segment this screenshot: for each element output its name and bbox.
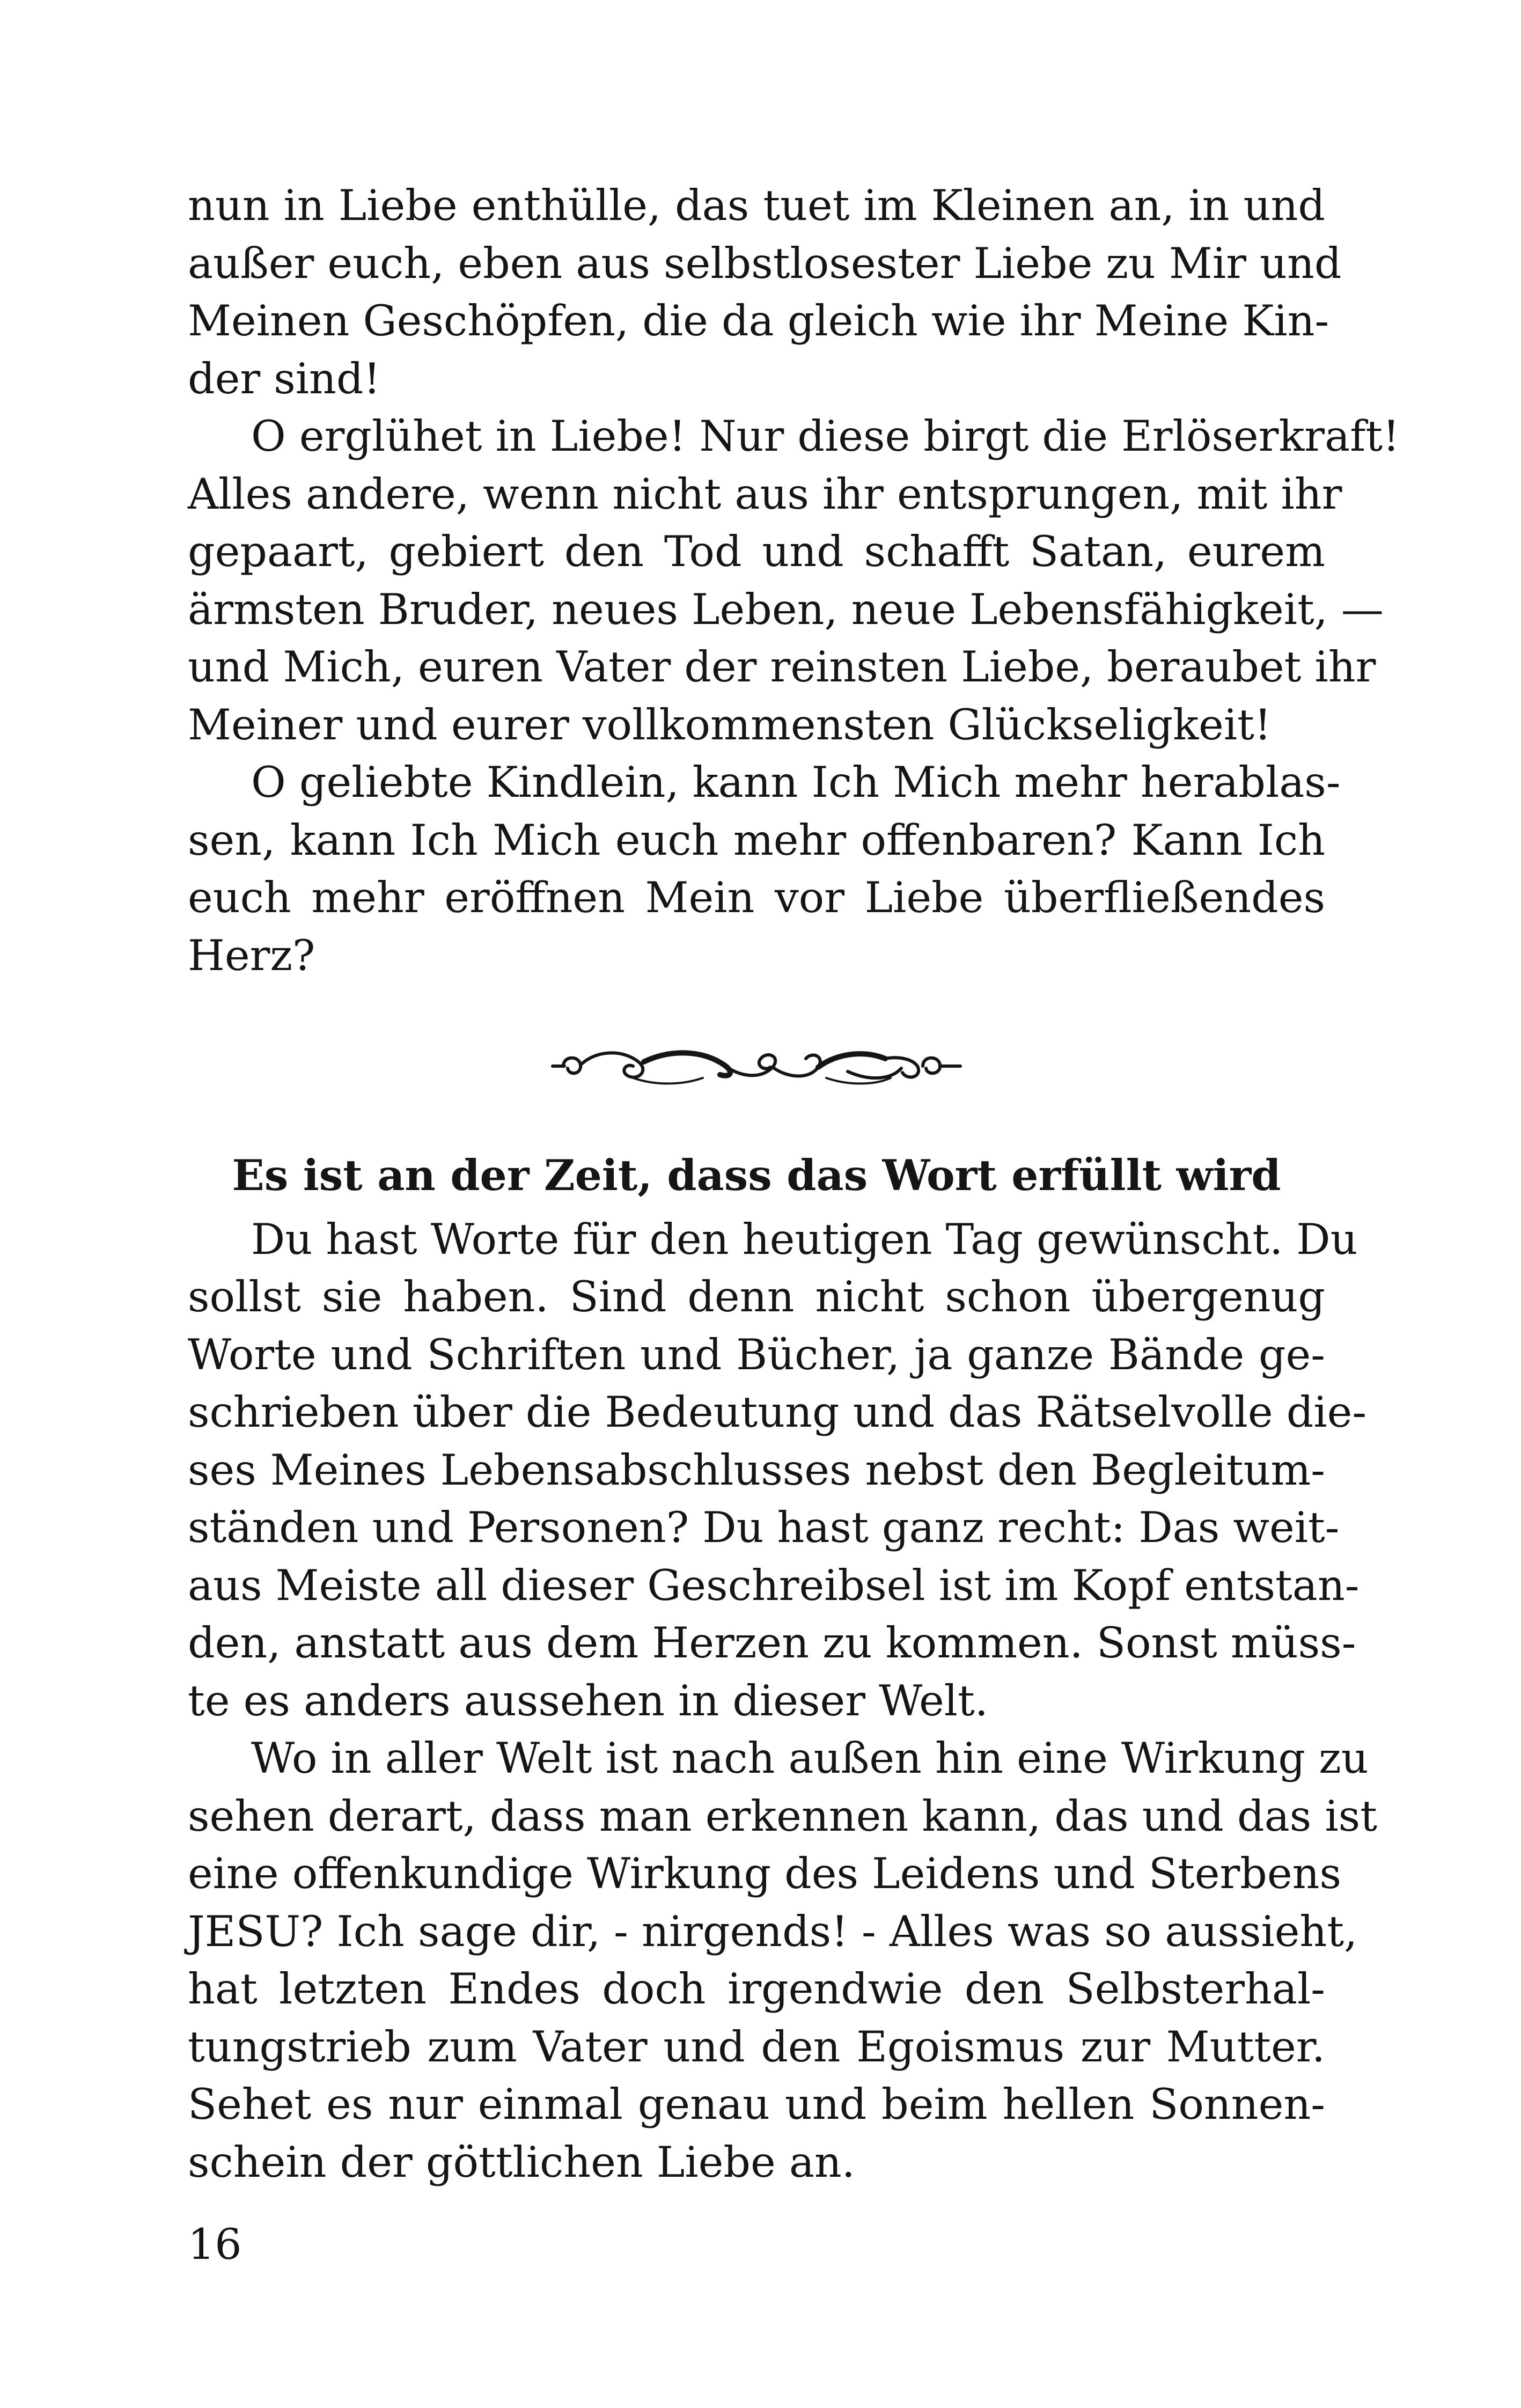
text-line: schein der göttlichen Liebe an. xyxy=(188,2137,855,2187)
text-line: Meiner und eurer vollkommensten Glückseligkeit! xyxy=(188,700,1272,750)
text-line: gepaart, gebiert den Tod und schafft Satan, eurem xyxy=(188,527,1325,576)
text-line: ständen und Personen? Du hast ganz recht: Das weit- xyxy=(188,1503,1340,1552)
text-line: und Mich, euren Vater der reinsten Liebe, beraubet ihr xyxy=(188,642,1376,692)
text-line: der sind! xyxy=(188,354,381,403)
text-line: den, anstatt aus dem Herzen zu kommen. Sonst müss- xyxy=(188,1618,1356,1668)
text-line: tungstrieb zum Vater und den Egoismus zur Mutter. xyxy=(188,2022,1325,2072)
paragraph-1 xyxy=(188,177,1342,408)
flourish-ornament-icon xyxy=(547,1034,966,1098)
text-line: ärmsten Bruder, neues Leben, neue Lebensfähigkeit, — xyxy=(188,584,1384,634)
text-line: nun in Liebe enthülle, das tuet im Kleinen an, in und xyxy=(188,181,1325,230)
section-heading: Es ist an der Zeit, dass das Wort erfüllt wird xyxy=(232,1150,1281,1200)
section-1 xyxy=(188,177,1400,985)
paragraph-5 xyxy=(188,1730,1377,2191)
page-number: 16 xyxy=(188,2220,242,2269)
text-line: hat letzten Endes doch irgendwie den Selbsterhal- xyxy=(188,1964,1325,2014)
page-content xyxy=(188,177,1400,2191)
text-line: außer euch, eben aus selbstlosester Liebe zu Mir und xyxy=(188,238,1342,288)
paragraph-4 xyxy=(188,1211,1367,1730)
text-line: Meinen Geschöpfen, die da gleich wie ihr Meine Kin- xyxy=(188,296,1329,346)
text-line: O erglühet in Liebe! Nur diese birgt die Erlöserkraft! xyxy=(251,412,1400,461)
text-line: Worte und Schriften und Bücher, ja ganze Bände ge- xyxy=(188,1330,1325,1379)
section-2 xyxy=(188,1147,1377,2191)
text-line: sehen derart, dass man erkennen kann, das und das ist xyxy=(188,1791,1377,1841)
text-line: Du hast Worte für den heutigen Tag gewünscht. Du xyxy=(251,1214,1358,1264)
text-line: Sehet es nur einmal genau und beim hellen Sonnen- xyxy=(188,2080,1325,2129)
ornament-divider xyxy=(188,1034,1325,1098)
text-line: sollst sie haben. Sind denn nicht schon übergenug xyxy=(188,1272,1325,1322)
text-line: sen, kann Ich Mich euch mehr offenbaren? Kann Ich xyxy=(188,815,1325,865)
text-line: O geliebte Kindlein, kann Ich Mich mehr herablas- xyxy=(251,758,1341,807)
text-line: ses Meines Lebensabschlusses nebst den Begleitum- xyxy=(188,1445,1325,1495)
text-line: JESU? Ich sage dir, - nirgends! - Alles was so aussieht, xyxy=(188,1906,1358,1956)
text-line: te es anders aussehen in dieser Welt. xyxy=(188,1676,988,1726)
text-line: eine offenkundige Wirkung des Leidens und Sterbens xyxy=(188,1849,1342,1898)
text-line: aus Meiste all dieser Geschreibsel ist im Kopf entstan- xyxy=(188,1560,1360,1610)
text-line: Herz? xyxy=(188,930,315,980)
paragraph-2 xyxy=(188,408,1400,754)
paragraph-3 xyxy=(188,754,1341,985)
text-line: Wo in aller Welt ist nach außen hin eine Wirkung zu xyxy=(251,1734,1369,1783)
text-line: euch mehr eröffnen Mein vor Liebe überfließendes xyxy=(188,873,1325,922)
text-line: Alles andere, wenn nicht aus ihr entsprungen, mit ihr xyxy=(188,469,1342,519)
text-line: schrieben über die Bedeutung und das Rätselvolle die- xyxy=(188,1387,1367,1437)
